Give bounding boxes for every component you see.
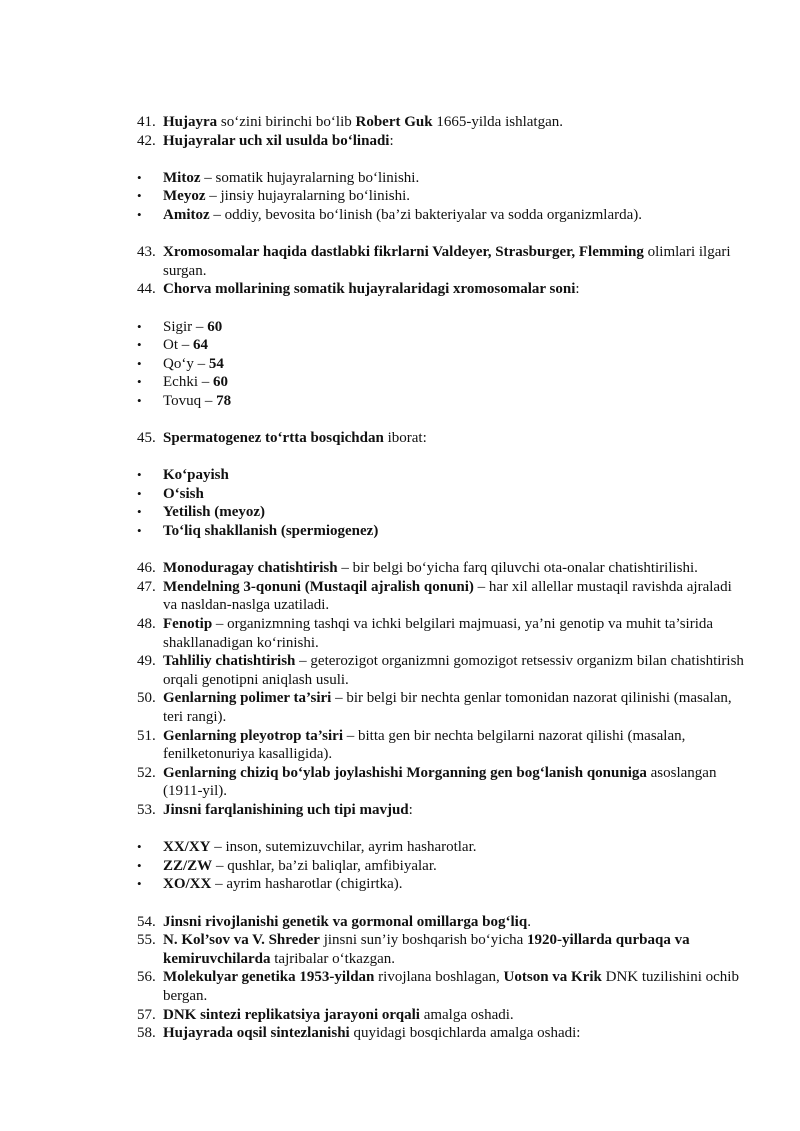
list-item-54: 54. Jinsni rivojlanishi genetik va gormonal omillarga bog‘liq.: [137, 913, 531, 930]
bullet-item: • Sigir – 60: [137, 318, 223, 335]
bullet-icon: •: [137, 318, 142, 334]
list-item-58: 58. Hujayrada oqsil sintezlanishi quyidagi bosqichlarda amalga oshadi:: [137, 1025, 581, 1042]
bullet-item: • Yetilish (meyoz): [137, 504, 266, 521]
list-item-48: 48. Fenotip – organizmning tashqi va ichki belgilari majmuasi, ya’ni genotip va muhit ta’sirida shakllanadigan ko‘rinishi.: [137, 616, 714, 651]
bullet-item: • ZZ/ZW – qushlar, ba’zi baliqlar, amfibiyalar.: [137, 857, 437, 874]
bullet-item: • XO/XX – ayrim hasharotlar (chigirtka).: [137, 876, 403, 893]
cell-division-list: [137, 169, 749, 225]
bullet-icon: •: [137, 355, 142, 371]
list-item-44: 44. Chorva mollarining somatik hujayralaridagi xromosomalar soni:: [137, 281, 580, 298]
list-item-47: 47. Mendelning 3-qonuni (Mustaqil ajralish qonuni) – har xil allellar mustaqil ravishda ajraladi va nasldan-naslga uzatiladi.: [137, 578, 732, 614]
bullet-icon: •: [137, 523, 142, 539]
sex-determination-types-list: [137, 838, 749, 894]
spermatogenesis-stages-list: [137, 466, 749, 540]
list-item-41: 41. Hujayra so‘zini birinchi bo‘lib Robert Guk 1665-yilda ishlatgan.: [137, 114, 563, 130]
chromosome-count-list: [137, 318, 749, 411]
list-item-57: 57. DNK sintezi replikatsiya jarayoni orqali amalga oshadi.: [137, 1006, 514, 1023]
bullet-icon: •: [137, 206, 142, 222]
list-item-52: 52. Genlarning chiziq bo‘ylab joylashishi Morganning gen bog‘lanish qonuniga asoslangan (1911-yil).: [137, 764, 717, 800]
list-item-42: 42. Hujayralar uch xil usulda bo‘linadi:: [137, 132, 394, 149]
bullet-icon: •: [137, 169, 142, 185]
list-item-51: 51. Genlarning pleyotrop ta’siri – bitta gen bir nechta belgilarni nazorat qilishi (masalan, fenilketonuriya kasalligida).: [137, 727, 686, 763]
bullet-item: • Amitoz – oddiy, bevosita bo‘linish (ba’zi bakteriyalar va sodda organizmlarda).: [137, 206, 643, 223]
list-item-50: 50. Genlarning polimer ta’siri – bir belgi bir nechta genlar tomonidan nazorat qilinishi (masalan, teri rangi).: [137, 690, 732, 725]
bullet-item: • Tovuq – 78: [137, 392, 232, 409]
list-item-46: 46. Monoduragay chatishtirish – bir belgi bo‘yicha farq qiluvchi ota-onalar chatishtirilishi.: [137, 560, 698, 577]
list-item-43: 43. Xromosomalar haqida dastlabki fikrlarni Valdeyer, Strasburger, Flemming olimlari ilgari surgan.: [137, 244, 731, 279]
bullet-item: • Meyoz – jinsiy hujayralarning bo‘linishi.: [137, 188, 411, 205]
list-item-49: 49. Tahliliy chatishtirish – geterozigot organizmni gomozigot retsessiv organizm bilan chatishtirish orqali genotipni aniqlash usuli.: [137, 653, 744, 688]
list-item-53: 53. Jinsni farqlanishining uch tipi mavjud:: [137, 801, 413, 818]
bullet-icon: •: [137, 188, 142, 204]
document-content: [137, 113, 749, 1043]
bullet-icon: •: [137, 857, 142, 873]
bullet-icon: •: [137, 839, 142, 855]
bullet-icon: •: [137, 337, 142, 353]
bullet-icon: •: [137, 374, 142, 390]
list-item-56: 56. Molekulyar genetika 1953-yildan rivojlana boshlagan, Uotson va Krik DNK tuzilishini ochib bergan.: [137, 969, 739, 1004]
bullet-item: • Echki – 60: [137, 374, 228, 391]
bullet-icon: •: [137, 485, 142, 501]
bullet-item: • To‘liq shakllanish (spermiogenez): [137, 523, 379, 540]
bullet-icon: •: [137, 876, 142, 892]
list-item-45: 45. Spermatogenez to‘rtta bosqichdan iborat:: [137, 430, 427, 447]
bullet-item: • Mitoz – somatik hujayralarning bo‘linishi.: [137, 169, 420, 186]
bullet-item: • Ko‘payish: [137, 467, 229, 484]
bullet-item: • Ot – 64: [137, 337, 208, 354]
bullet-icon: •: [137, 504, 142, 520]
bullet-icon: •: [137, 467, 142, 483]
bullet-item: • XX/XY – inson, sutemizuvchilar, ayrim hasharotlar.: [137, 839, 477, 856]
bullet-item: • Qo‘y – 54: [137, 355, 224, 372]
bullet-icon: •: [137, 392, 142, 408]
list-item-55: 55. N. Kol’sov va V. Shreder jinsni sun’iy boshqarish bo‘yicha 1920-yillarda qurbaqa va kemiruvchilarda tajribalar o‘tkazgan.: [137, 932, 690, 967]
bullet-item: • O‘sish: [137, 485, 204, 502]
